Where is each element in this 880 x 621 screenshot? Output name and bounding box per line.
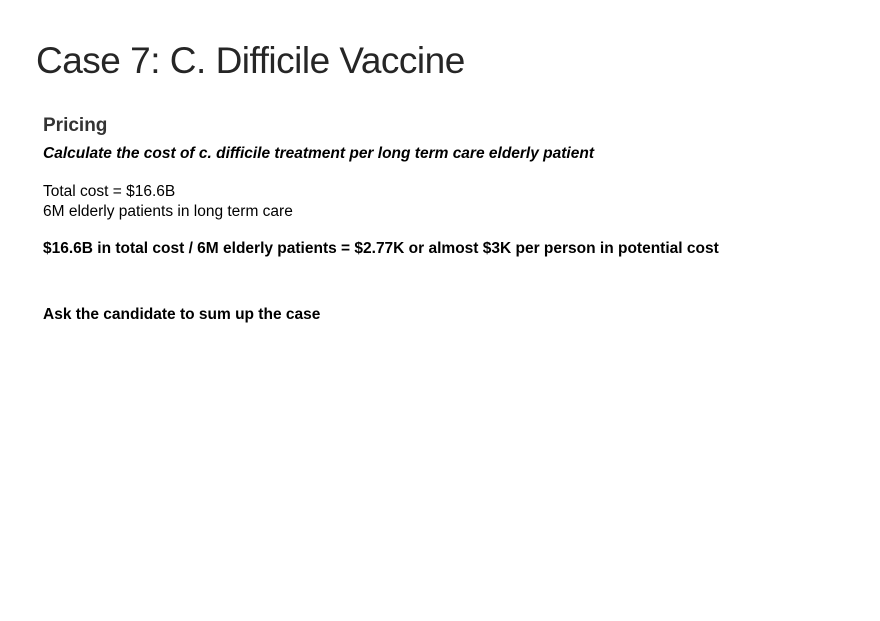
next-step-instruction: Ask the candidate to sum up the case bbox=[43, 306, 321, 323]
question-prompt: Calculate the cost of c. difficile treatment per long term care elderly patient bbox=[43, 145, 594, 162]
fact-patient-count: 6M elderly patients in long term care bbox=[43, 203, 293, 220]
fact-total-cost: Total cost = $16.6B bbox=[43, 183, 176, 200]
section-heading: Pricing bbox=[43, 115, 108, 136]
calculation-result: $16.6B in total cost / 6M elderly patients = $2.77K or almost $3K per person in potential cost bbox=[43, 240, 719, 257]
slide-title: Case 7: C. Difficile Vaccine bbox=[36, 40, 465, 81]
